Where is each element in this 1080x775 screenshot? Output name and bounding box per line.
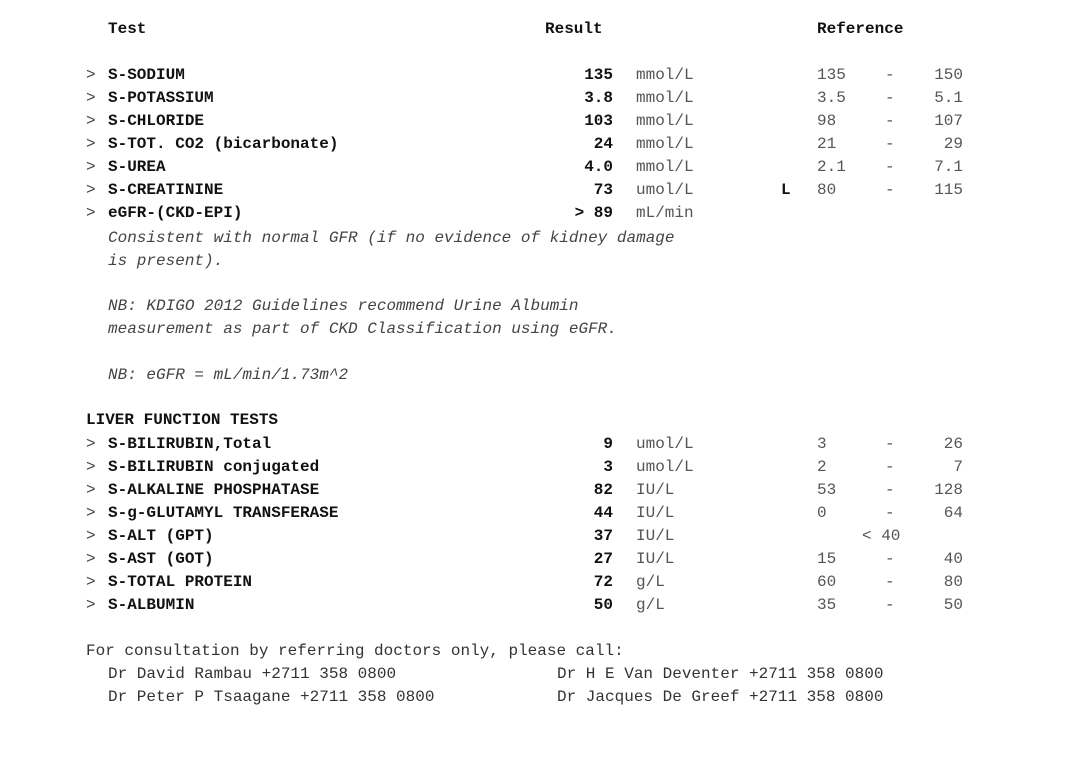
test-unit: IU/L bbox=[636, 527, 675, 545]
test-result: 135 bbox=[584, 66, 613, 84]
ref-low: 98 bbox=[817, 112, 837, 130]
result-row bbox=[0, 156, 1080, 179]
test-name: S-ALKALINE PHOSPHATASE bbox=[108, 481, 320, 499]
test-unit: g/L bbox=[636, 596, 665, 614]
ref-dash: - bbox=[885, 458, 895, 476]
result-row bbox=[0, 456, 1080, 479]
test-name: S-CREATININE bbox=[108, 181, 224, 199]
ref-low: 35 bbox=[817, 596, 837, 614]
ref-dash: - bbox=[885, 573, 895, 591]
test-unit: mmol/L bbox=[636, 158, 694, 176]
test-name: S-g-GLUTAMYL TRANSFERASE bbox=[108, 504, 339, 522]
test-unit: mmol/L bbox=[636, 89, 694, 107]
row-marker: > bbox=[86, 66, 96, 84]
ref-dash: - bbox=[885, 89, 895, 107]
ref-high: 107 bbox=[934, 112, 963, 130]
ref-high: 150 bbox=[934, 66, 963, 84]
test-name: S-ALBUMIN bbox=[108, 596, 195, 614]
egfr-note-2b: measurement as part of CKD Classification using eGFR. bbox=[108, 320, 617, 338]
ref-low: 135 bbox=[817, 66, 846, 84]
test-result: 73 bbox=[593, 181, 613, 199]
test-result: 3.8 bbox=[584, 89, 613, 107]
egfr-note-1a: Consistent with normal GFR (if no evidence of kidney damage bbox=[108, 229, 675, 247]
consult-doctor-2: Dr H E Van Deventer +2711 358 0800 bbox=[557, 665, 884, 683]
row-marker: > bbox=[86, 504, 96, 522]
test-result: 37 bbox=[593, 527, 613, 545]
row-marker: > bbox=[86, 89, 96, 107]
ref-dash: - bbox=[885, 435, 895, 453]
test-result: 3 bbox=[603, 458, 613, 476]
ref-dash: - bbox=[885, 181, 895, 199]
result-row bbox=[0, 87, 1080, 110]
ref-low: 3.5 bbox=[817, 89, 846, 107]
row-marker: > bbox=[86, 435, 96, 453]
result-row bbox=[0, 433, 1080, 456]
consult-doctor-4: Dr Jacques De Greef +2711 358 0800 bbox=[557, 688, 884, 706]
ref-dash: - bbox=[885, 550, 895, 568]
consult-intro: For consultation by referring doctors only, please call: bbox=[86, 642, 624, 660]
result-row bbox=[0, 133, 1080, 156]
ref-low: 0 bbox=[817, 504, 827, 522]
result-row bbox=[0, 594, 1080, 617]
row-marker: > bbox=[86, 550, 96, 568]
test-result: 27 bbox=[593, 550, 613, 568]
result-row bbox=[0, 525, 1080, 548]
ref-low: 3 bbox=[817, 435, 827, 453]
test-name: S-CHLORIDE bbox=[108, 112, 205, 130]
ref-high: 5.1 bbox=[934, 89, 963, 107]
header-result: Result bbox=[545, 20, 603, 38]
test-result: 44 bbox=[593, 504, 613, 522]
ref-high: 128 bbox=[934, 481, 963, 499]
ref-low: 15 bbox=[817, 550, 837, 568]
consult-doctor-3: Dr Peter P Tsaagane +2711 358 0800 bbox=[108, 688, 435, 706]
consult-doctor-1: Dr David Rambau +2711 358 0800 bbox=[108, 665, 397, 683]
abnormal-flag: L bbox=[781, 181, 791, 199]
row-marker: > bbox=[86, 458, 96, 476]
test-name: S-BILIRUBIN,Total bbox=[108, 435, 272, 453]
row-marker: > bbox=[86, 481, 96, 499]
ref-low: 53 bbox=[817, 481, 837, 499]
test-unit: umol/L bbox=[636, 435, 694, 453]
row-marker: > bbox=[86, 204, 96, 222]
test-unit: IU/L bbox=[636, 550, 675, 568]
test-result: 9 bbox=[603, 435, 613, 453]
result-row bbox=[0, 179, 1080, 202]
ref-dash: - bbox=[885, 112, 895, 130]
ref-dash: - bbox=[885, 66, 895, 84]
ref-low: 60 bbox=[817, 573, 837, 591]
egfr-note-1b: is present). bbox=[108, 252, 224, 270]
liver-section-title: LIVER FUNCTION TESTS bbox=[86, 411, 279, 429]
row-marker: > bbox=[86, 596, 96, 614]
test-name: S-SODIUM bbox=[108, 66, 185, 84]
ref-dash: - bbox=[885, 135, 895, 153]
result-row bbox=[0, 202, 1080, 225]
result-row bbox=[0, 479, 1080, 502]
ref-high: 80 bbox=[943, 573, 963, 591]
test-result: 82 bbox=[593, 481, 613, 499]
ref-high: 64 bbox=[943, 504, 963, 522]
test-result: 72 bbox=[593, 573, 613, 591]
test-unit: umol/L bbox=[636, 181, 694, 199]
egfr-note-2a: NB: KDIGO 2012 Guidelines recommend Urine Albumin bbox=[108, 297, 579, 315]
row-marker: > bbox=[86, 181, 96, 199]
result-row bbox=[0, 571, 1080, 594]
test-unit: IU/L bbox=[636, 481, 675, 499]
test-name: S-TOTAL PROTEIN bbox=[108, 573, 253, 591]
test-result: 4.0 bbox=[584, 158, 613, 176]
test-unit: mmol/L bbox=[636, 135, 694, 153]
ref-dash: - bbox=[885, 596, 895, 614]
egfr-note-3: NB: eGFR = mL/min/1.73m^2 bbox=[108, 366, 349, 384]
ref-low: 21 bbox=[817, 135, 837, 153]
test-result: 50 bbox=[593, 596, 613, 614]
result-row bbox=[0, 548, 1080, 571]
test-result: 103 bbox=[584, 112, 613, 130]
result-row bbox=[0, 110, 1080, 133]
row-marker: > bbox=[86, 135, 96, 153]
ref-high: 115 bbox=[934, 181, 963, 199]
header-reference: Reference bbox=[817, 20, 904, 38]
result-row bbox=[0, 64, 1080, 87]
test-name: S-UREA bbox=[108, 158, 166, 176]
ref-high: 7.1 bbox=[934, 158, 963, 176]
ref-limit: < 40 bbox=[862, 527, 901, 545]
ref-high: 50 bbox=[943, 596, 963, 614]
row-marker: > bbox=[86, 527, 96, 545]
ref-dash: - bbox=[885, 481, 895, 499]
test-name: S-AST (GOT) bbox=[108, 550, 214, 568]
result-row bbox=[0, 502, 1080, 525]
test-name: S-POTASSIUM bbox=[108, 89, 214, 107]
header-test: Test bbox=[108, 20, 147, 38]
test-unit: IU/L bbox=[636, 504, 675, 522]
test-unit: umol/L bbox=[636, 458, 694, 476]
row-marker: > bbox=[86, 158, 96, 176]
test-result: 24 bbox=[593, 135, 613, 153]
ref-low: 2 bbox=[817, 458, 827, 476]
ref-dash: - bbox=[885, 158, 895, 176]
test-unit: mmol/L bbox=[636, 66, 694, 84]
row-marker: > bbox=[86, 112, 96, 130]
ref-high: 29 bbox=[943, 135, 963, 153]
ref-dash: - bbox=[885, 504, 895, 522]
test-result: > 89 bbox=[574, 204, 613, 222]
test-name: eGFR-(CKD-EPI) bbox=[108, 204, 243, 222]
ref-high: 7 bbox=[953, 458, 963, 476]
test-unit: mL/min bbox=[636, 204, 694, 222]
ref-high: 40 bbox=[943, 550, 963, 568]
ref-low: 2.1 bbox=[817, 158, 846, 176]
test-name: S-BILIRUBIN conjugated bbox=[108, 458, 320, 476]
ref-low: 80 bbox=[817, 181, 837, 199]
test-name: S-ALT (GPT) bbox=[108, 527, 214, 545]
ref-high: 26 bbox=[943, 435, 963, 453]
row-marker: > bbox=[86, 573, 96, 591]
test-unit: mmol/L bbox=[636, 112, 694, 130]
test-name: S-TOT. CO2 (bicarbonate) bbox=[108, 135, 339, 153]
test-unit: g/L bbox=[636, 573, 665, 591]
